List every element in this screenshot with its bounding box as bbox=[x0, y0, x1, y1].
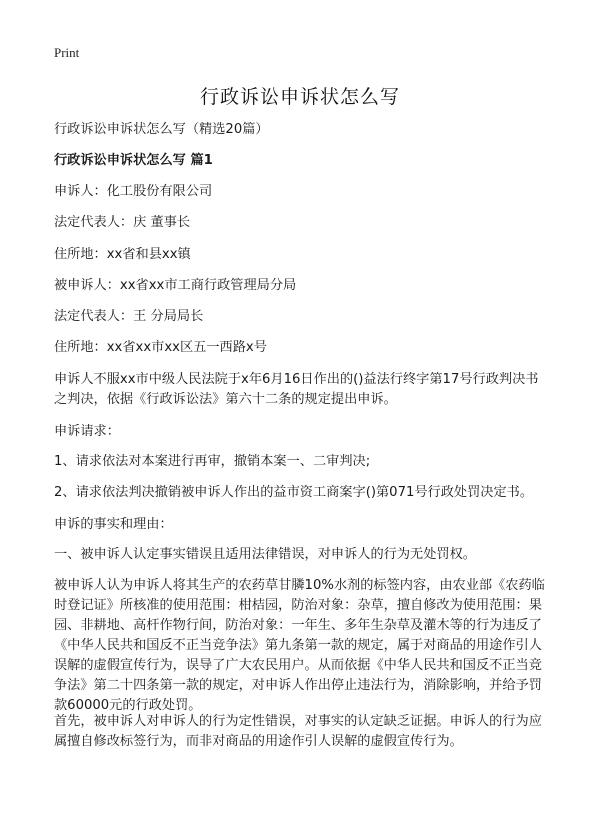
print-label[interactable]: Print bbox=[54, 45, 80, 60]
address-paragraph: 住所地：xx省和县xx镇 bbox=[54, 247, 191, 262]
subtitle-paragraph: 行政诉讼申诉状怎么写（精选20篇） bbox=[54, 122, 269, 137]
requests-heading: 申诉请求： bbox=[54, 424, 120, 439]
first-argument-paragraph: 首先，被申诉人对申诉人的行为定性错误，对事实的认定缺乏证据。申诉人的行为应属擅自修改标签行为，而非对商品的用途作引人误解的虚假宣传行为。 bbox=[54, 714, 542, 749]
respondent-paragraph: 被申诉人：xx省xx市工商行政管理局分局 bbox=[54, 278, 297, 293]
facts-heading: 申诉的事实和理由： bbox=[54, 517, 173, 532]
appeal-intro-paragraph: 申诉人不服xx市中级人民法院于x年6月16日作出的()益法行终字第17号行政判决书之判决，依据《行政诉讼法》第六十二条的规定提出申诉。 bbox=[54, 372, 539, 407]
respondent-rep-paragraph: 法定代表人：王 分局局长 bbox=[54, 309, 204, 324]
request-item-2: 2、请求依法判决撤销被申诉人作出的益市资工商案字()第071号行政处罚决定书。 bbox=[54, 485, 534, 500]
legal-rep-paragraph: 法定代表人：庆 董事长 bbox=[54, 215, 191, 230]
reason-detail-paragraph: 被申诉人认为申诉人将其生产的农药草甘膦10%水剂的标签内容，由农业部《农药临时登记证》所核准的使用范围：柑桔园，防治对象：杂草，擅自修改为使用范围：果园、非耕地、高杆作物行间，防治对象：一年生、多年生杂草及灌木等的行为违反了《中华人民共和国反不正当竞争法》第九条第一款的规定，属于对商品的用途作引人误解的虚假宣传行为，误导了广大农民用户。从而依据《中华人民共和国反不正当竞争法》第二十四条第一款的规定，对申诉人作出停止违法行为，消除影响，并给予罚款60000元的行政处罚。 bbox=[54, 578, 545, 713]
appellant-paragraph: 申诉人：化工股份有限公司 bbox=[54, 184, 213, 199]
respondent-address-paragraph: 住所地：xx省xx市xx区五一西路x号 bbox=[54, 340, 267, 355]
section-heading: 行政诉讼申诉状怎么写 篇1 bbox=[54, 153, 213, 168]
page-title: 行政诉讼申诉状怎么写 bbox=[199, 86, 400, 108]
request-item-1: 1、请求依法对本案进行再审，撤销本案一、二审判决; bbox=[54, 454, 371, 469]
reason-one-paragraph: 一、被申诉人认定事实错误且适用法律错误，对申诉人的行为无处罚权。 bbox=[54, 547, 476, 562]
